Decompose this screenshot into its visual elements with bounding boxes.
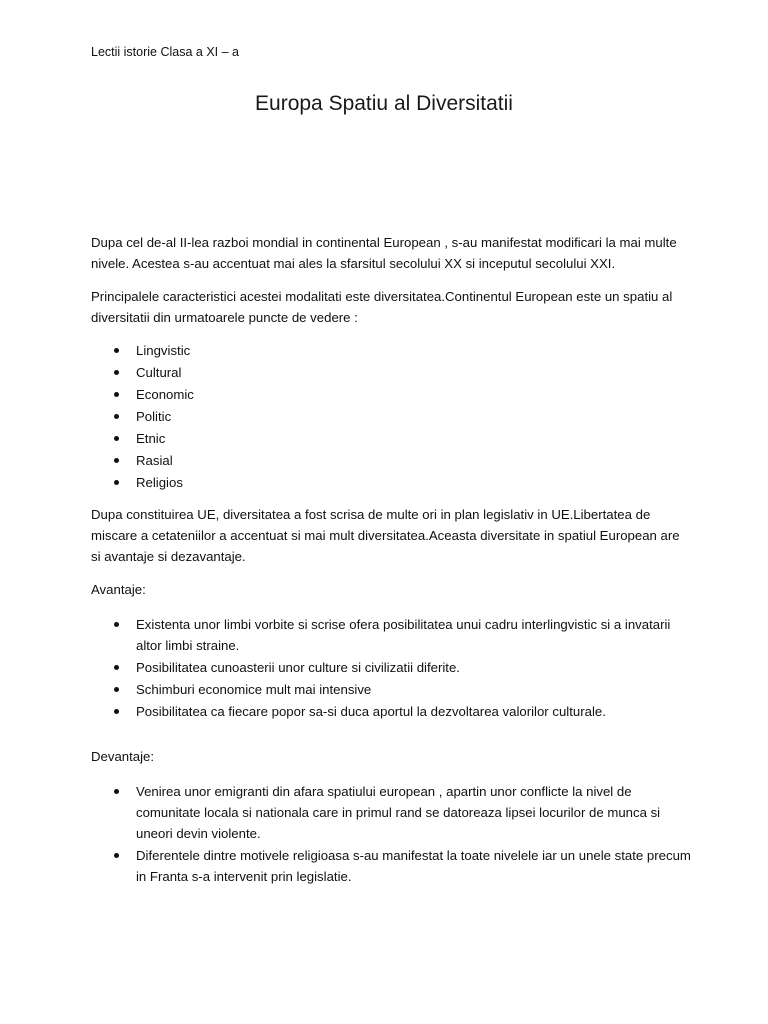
characteristics-paragraph: Principalele caracteristici acestei modalitati este diversitatea.Continentul European este un spatiu al diversitatii din urmatoarele puncte de vedere : <box>91 289 673 325</box>
list-item: Politic <box>91 406 691 428</box>
page-title: Europa Spatiu al Diversitatii <box>255 92 513 115</box>
document-body <box>91 232 691 897</box>
list-item: Diferentele dintre motivele religioasa s-au manifestat la toate nivelele iar un unele state precum in Franta s-a intervenit prin legislatie. <box>91 845 691 887</box>
ue-paragraph: Dupa constituirea UE, diversitatea a fost scrisa de multe ori in plan legislativ in UE.Libertatea de miscare a cetateniilor a accentuat si mai mult diversitatea.Aceasta diversitate in spatiul European are si avantaje si dezavantaje. <box>91 507 680 564</box>
bullet-icon <box>114 789 119 794</box>
bullet-icon <box>114 414 119 419</box>
bullet-icon <box>114 480 119 485</box>
list-item: Etnic <box>91 428 691 450</box>
list-item: Rasial <box>91 450 691 472</box>
disadvantages-list <box>91 781 691 887</box>
spacer <box>91 732 691 746</box>
page-header: Lectii istorie Clasa a XI – a <box>91 45 239 59</box>
bullet-icon <box>114 348 119 353</box>
bullet-icon <box>114 709 119 714</box>
list-item: Venirea unor emigranti din afara spatiului european , apartin unor conflicte la nivel de comunitate locala si nationala care in primul rand se datoreaza lipsei locurilor de munca si uneori devin violente. <box>91 781 691 844</box>
list-item: Religios <box>91 472 691 494</box>
list-item: Cultural <box>91 362 691 384</box>
list-item: Schimburi economice mult mai intensive <box>91 679 691 700</box>
bullet-icon <box>114 853 119 858</box>
aspects-list <box>91 340 691 494</box>
bullet-icon <box>114 392 119 397</box>
bullet-icon <box>114 458 119 463</box>
advantages-label: Avantaje: <box>91 582 146 597</box>
advantages-list <box>91 614 691 722</box>
bullet-icon <box>114 436 119 441</box>
bullet-icon <box>114 687 119 692</box>
disadvantages-label: Devantaje: <box>91 749 155 764</box>
list-item: Existenta unor limbi vorbite si scrise ofera posibilitatea unui cadru interlingvistic si a invatarii altor limbi straine. <box>91 614 691 656</box>
bullet-icon <box>114 665 119 670</box>
bullet-icon <box>114 622 119 627</box>
bullet-icon <box>114 370 119 375</box>
list-item: Posibilitatea cunoasterii unor culture si civilizatii diferite. <box>91 657 691 678</box>
intro-paragraph: Dupa cel de-al II-lea razboi mondial in continental European , s-au manifestat modificari la mai multe nivele. Acestea s-au accentuat mai ales la sfarsitul secolului XX si inceputul secolului XXI. <box>91 235 677 271</box>
list-item: Posibilitatea ca fiecare popor sa-si duca aportul la dezvoltarea valorilor culturale. <box>91 701 691 722</box>
list-item: Economic <box>91 384 691 406</box>
list-item: Lingvistic <box>91 340 691 362</box>
